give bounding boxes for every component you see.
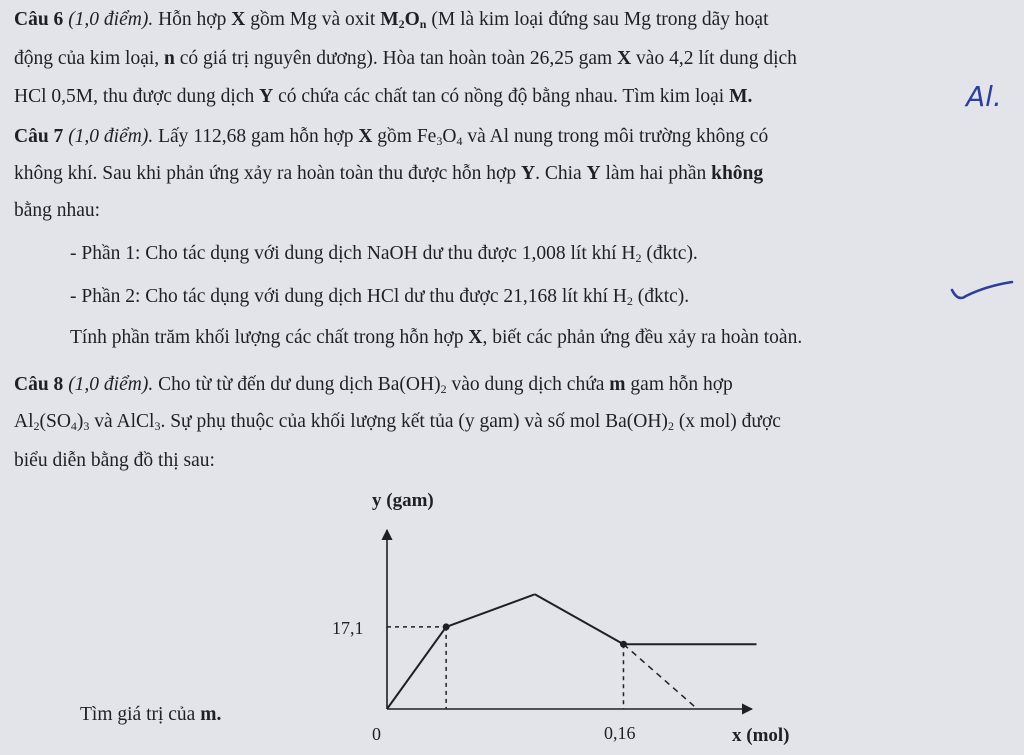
data-point — [620, 641, 627, 648]
origin-label: 0 — [372, 724, 381, 744]
q8-line-2: $Al_2(SO_4)_3$ và AlCl$_3$. Sự phụ thuộc của khối lượng kết tủa (y gam) và số mol $Ba(OH)_2$ (x mol) được — [14, 411, 781, 433]
q8-line-1: Câu 8 (1,0 điểm). Cho từ từ đến dư dung dịch $Ba(OH)_2$ vào dung dịch chứa m gam hỗn hợp — [14, 374, 733, 396]
q8-question: Tìm giá trị của m. — [80, 704, 222, 725]
q7-line-3: bằng nhau: — [14, 200, 101, 221]
x-tick-label: 0,16 — [604, 723, 636, 743]
series-segment — [535, 594, 624, 644]
y-tick-label: 17,1 — [332, 618, 364, 638]
q6-line-2: động của kim loại, n có giá trị nguyên dương). Hòa tan hoàn toàn 26,25 gam X vào 4,2 lít dung dịch — [14, 48, 797, 69]
series-segment — [446, 594, 535, 627]
q7-part-1: - Phần 1: Cho tác dụng với dung dịch NaOH dư thu được 1,008 lít khí $H_2$ (đktc). — [70, 243, 698, 265]
y-axis-label: y (gam) — [372, 490, 434, 511]
dashed-decline — [623, 644, 697, 709]
data-point — [443, 623, 450, 630]
x-axis-label: x (mol) — [732, 725, 790, 746]
q8-line-3: biểu diễn bằng đồ thị sau: — [14, 450, 215, 471]
handwritten-answer: Al. — [966, 80, 1002, 113]
q6-line-3: HCl 0,5M, thu được dung dịch Y có chứa các chất tan có nồng độ bằng nhau. Tìm kim loại M. — [14, 86, 753, 107]
q7-line-1: Câu 7 (1,0 điểm). Lấy 112,68 gam hỗn hợp X gồm $Fe_3O_4$ và Al nung trong môi trường không có — [14, 126, 769, 148]
series-segment — [387, 627, 446, 709]
q7-part-2: - Phần 2: Cho tác dụng với dung dịch HCl dư thu được 21,168 lít khí $H_2$ (đktc). — [70, 286, 690, 308]
q6-line-1: Câu 6 (1,0 điểm). Hỗn hợp X gồm Mg và oxit $M_2O_n$ (M là kim loại đứng sau Mg trong dãy hoạt — [14, 9, 769, 31]
q7-line-4: Tính phần trăm khối lượng các chất trong hỗn hợp X, biết các phản ứng đều xảy ra hoàn toàn. — [70, 327, 803, 348]
q7-line-2: không khí. Sau khi phản ứng xảy ra hoàn toàn thu được hỗn hợp Y. Chia Y làm hai phần không — [14, 163, 764, 184]
